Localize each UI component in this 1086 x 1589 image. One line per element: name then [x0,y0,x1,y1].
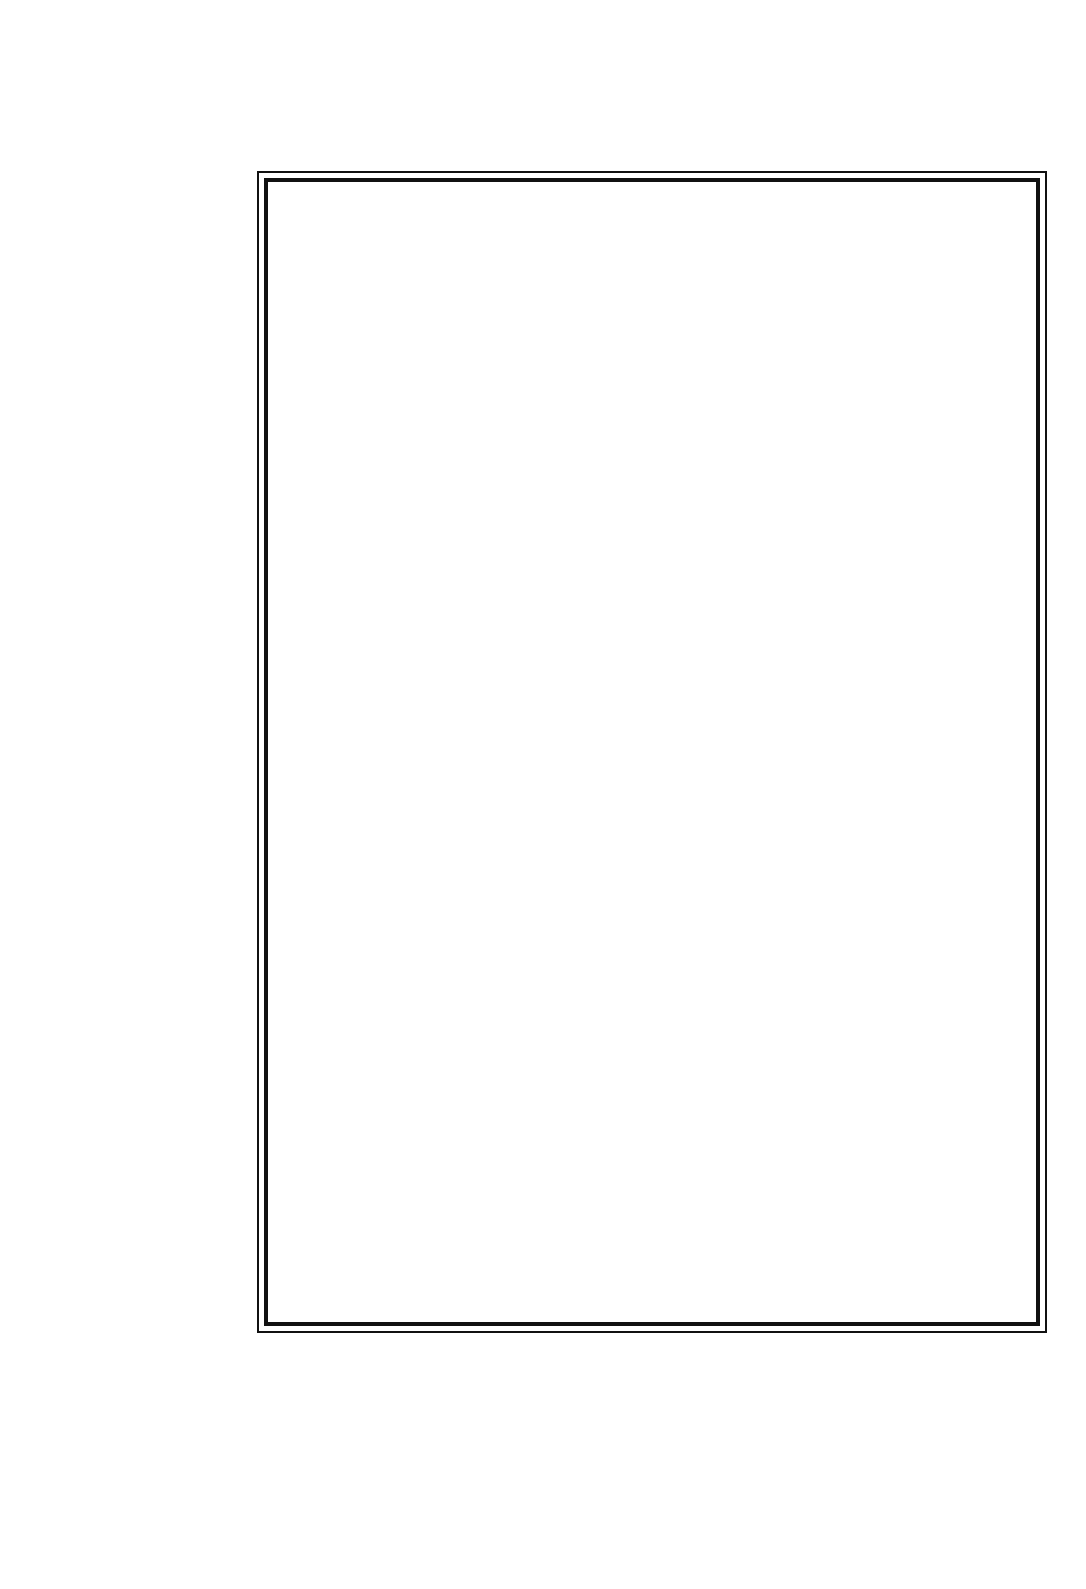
main-text-frame [264,178,1040,1326]
